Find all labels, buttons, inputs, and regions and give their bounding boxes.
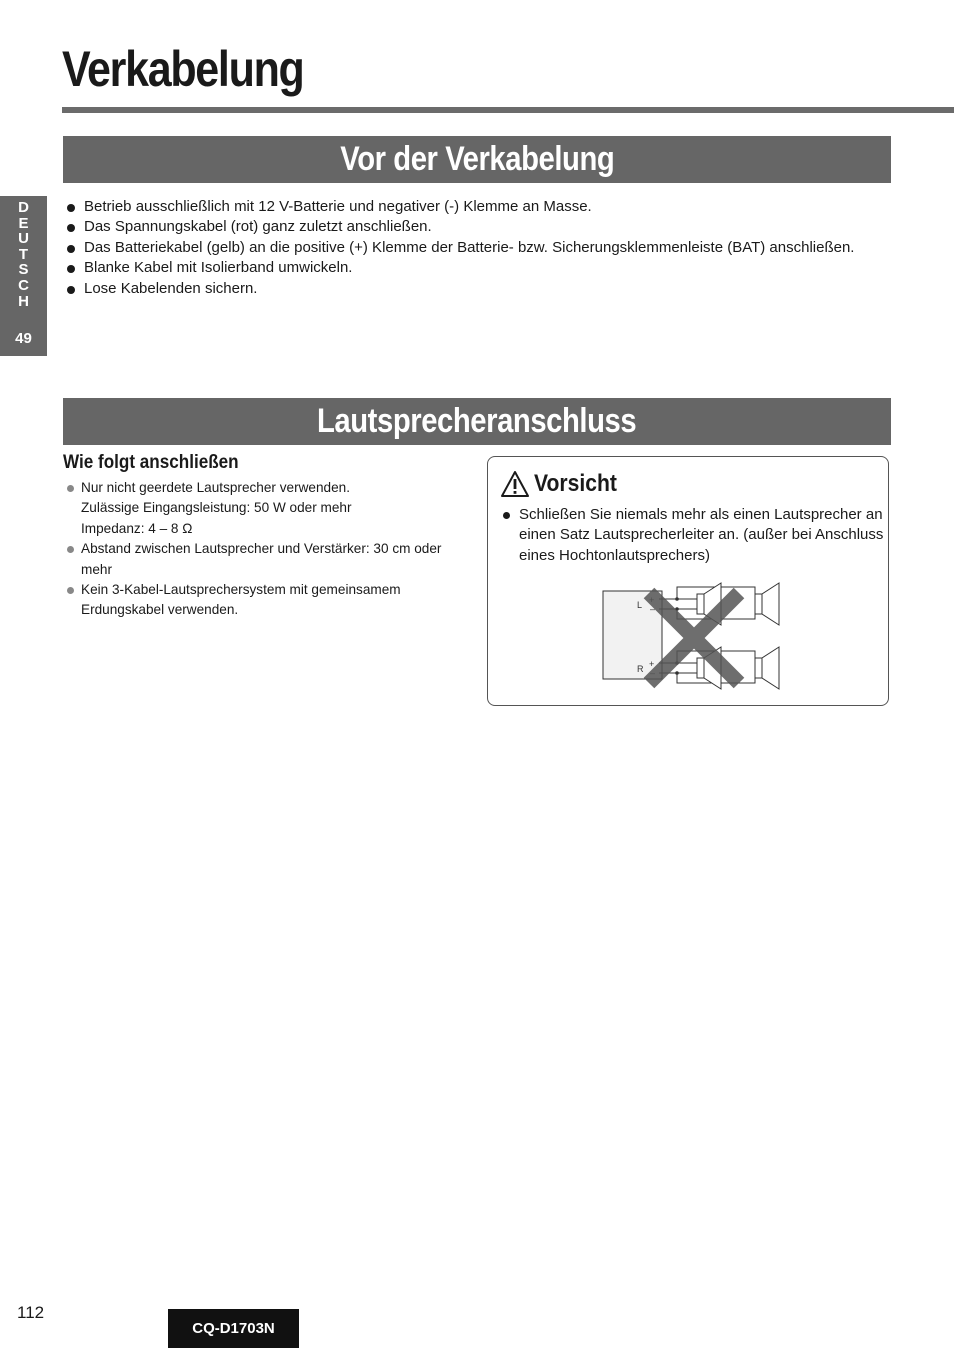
left-minus-label: – xyxy=(650,604,656,614)
list-item: Das Spannungskabel (rot) ganz zuletzt anschließen. xyxy=(66,217,854,237)
list-item: Lose Kabelenden sichern. xyxy=(66,279,854,299)
language-letter: H xyxy=(18,292,29,310)
connection-subheading: Wie folgt anschließen xyxy=(63,452,239,473)
language-tab-number: 49 xyxy=(15,330,32,347)
list-item: Schließen Sie niemals mehr als einen Lautsprecher an einen Satz Lautsprecherleiter an. (außer bei Anschluss eines Hochtonlautsprechers) xyxy=(502,505,884,566)
language-letter: D xyxy=(18,199,29,216)
list-item-line: Zulässige Eingangsleistung: 50 W oder mehr xyxy=(81,500,352,516)
wiring-precautions-list xyxy=(66,197,854,299)
language-letter: T xyxy=(18,245,29,263)
list-item: Betrieb ausschließlich mit 12 V-Batterie und negativer (-) Klemme an Masse. xyxy=(66,197,854,217)
model-badge: CQ-D1703N xyxy=(168,1309,299,1348)
channel-left-label: L xyxy=(637,600,643,610)
language-letter: E xyxy=(18,214,29,232)
list-item: Blanke Kabel mit Isolierband umwickeln. xyxy=(66,258,854,278)
language-letter: S xyxy=(18,261,29,279)
list-item xyxy=(66,539,466,580)
caution-title: Vorsicht xyxy=(534,470,617,497)
page-title: Verkabelung xyxy=(62,41,304,97)
list-item-line: Erdungskabel verwenden. xyxy=(81,602,239,618)
list-item-line: mehr xyxy=(81,561,112,577)
list-item-line: Nur nicht geerdete Lautsprecher verwenden. xyxy=(81,480,351,495)
list-item: Das Batteriekabel (gelb) an die positive (+) Klemme der Batterie- bzw. Sicherungsklemmenleiste (BAT) anschließen. xyxy=(66,238,854,258)
caution-header xyxy=(500,469,628,499)
caution-list xyxy=(502,505,884,566)
caution-box xyxy=(487,456,889,706)
list-item xyxy=(66,478,466,539)
list-item-line: Abstand zwischen Lautsprecher und Verstärker: 30 cm oder xyxy=(81,541,442,557)
speaker-connection-list xyxy=(66,478,466,621)
right-plus-label: + xyxy=(649,659,655,669)
list-item-line: Kein 3-Kabel-Lautsprechersystem mit gemeinsamem xyxy=(81,582,401,598)
warning-triangle-icon xyxy=(500,470,530,498)
page-number: 112 xyxy=(17,1303,45,1322)
speaker-wiring-diagram xyxy=(601,581,786,693)
list-item-line: Impedanz: 4 – 8 Ω xyxy=(81,520,193,536)
language-letter: C xyxy=(18,276,29,294)
language-tab-letters xyxy=(0,200,47,309)
language-letter: U xyxy=(18,230,29,248)
section-heading-speaker-connection xyxy=(63,398,891,445)
title-divider xyxy=(62,107,954,113)
section-heading-text: Vor der Verkabelung xyxy=(339,140,615,178)
section-heading-before-wiring xyxy=(63,136,891,183)
list-item xyxy=(66,580,466,621)
language-tab xyxy=(0,196,47,356)
channel-right-label: R xyxy=(637,664,644,674)
section-heading-text: Lautsprecheranschluss xyxy=(317,402,637,440)
